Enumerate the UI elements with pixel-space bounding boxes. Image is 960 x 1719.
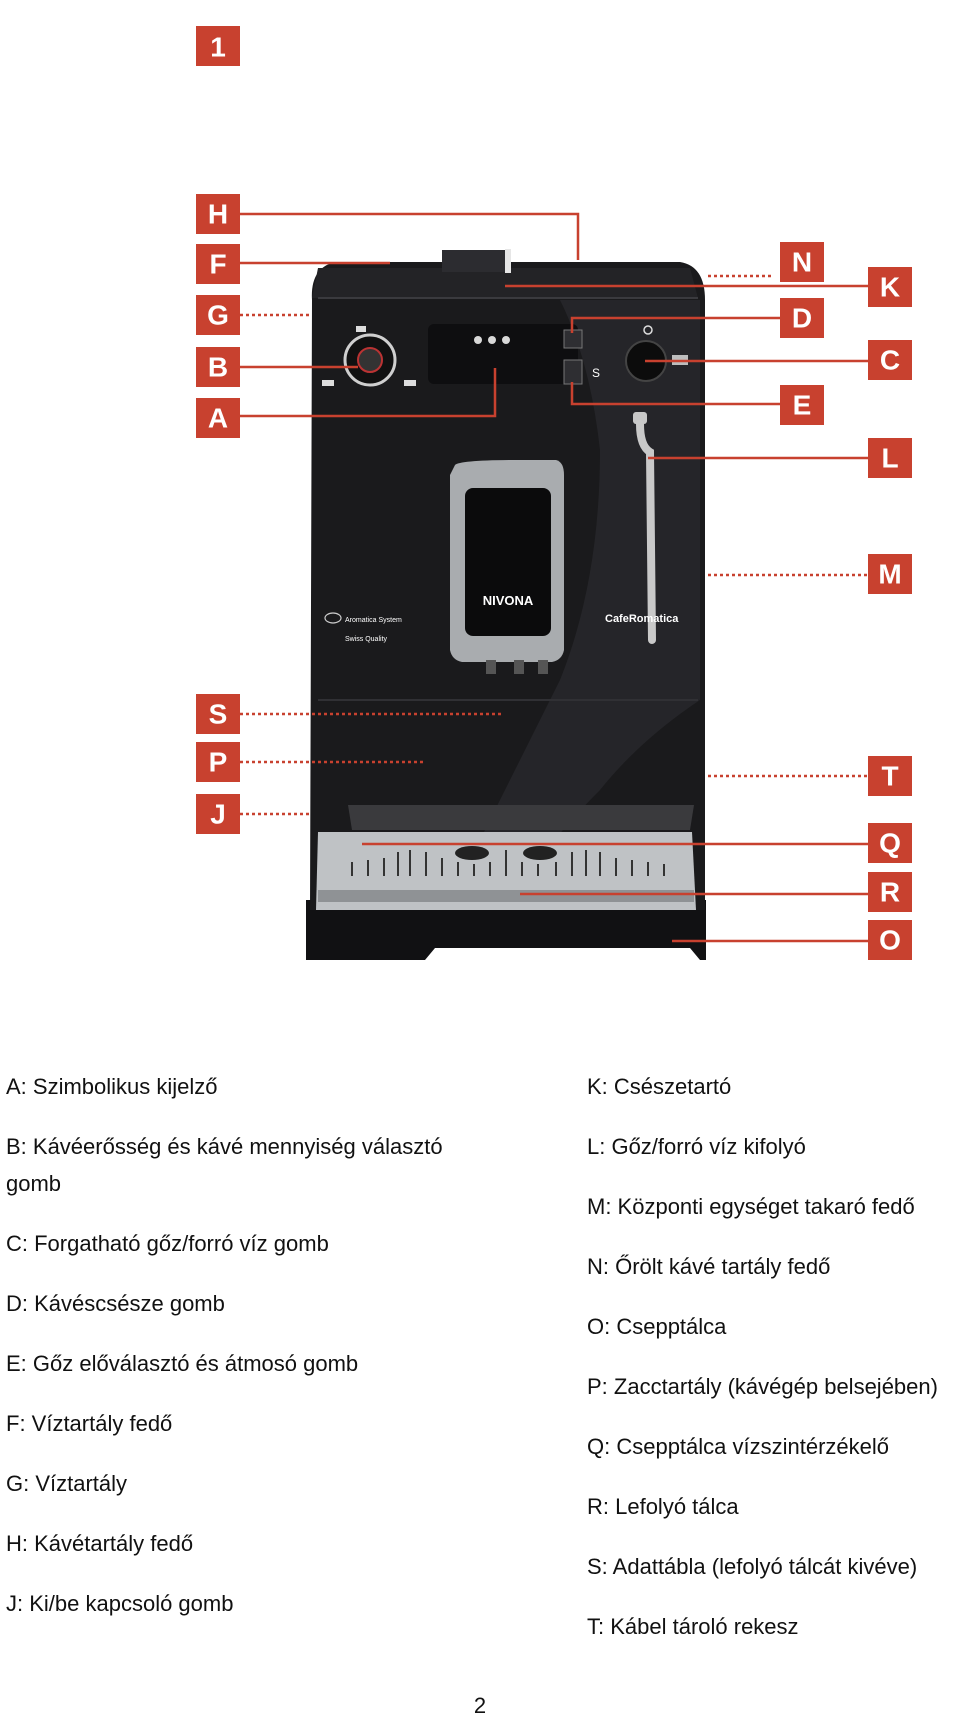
legend-right-column (587, 1068, 957, 1645)
callout-badge-m (868, 554, 912, 594)
callout-badge-b (196, 347, 240, 387)
svg-text:M: M (878, 558, 902, 590)
callout-badge-c (868, 340, 912, 380)
legend-item-t: T: Kábel tároló rekesz (587, 1614, 799, 1639)
machine-brand: NIVONA (482, 593, 534, 608)
legend-item-s: S: Adattábla (lefolyó tálcát kivéve) (587, 1554, 918, 1579)
svg-text:B: B (207, 351, 229, 383)
callout-badge-a (196, 398, 240, 438)
callout-badge-p (196, 742, 240, 782)
callout-badge-l (868, 438, 912, 478)
callout-badge-t (868, 756, 912, 796)
legend-item-l: L: Gőz/forró víz kifolyó (587, 1134, 806, 1159)
figure-number-badge (196, 26, 240, 66)
svg-text:L: L (881, 442, 899, 474)
svg-text:Q: Q (879, 827, 901, 859)
svg-text:S: S (208, 698, 228, 730)
svg-text:J: J (210, 798, 226, 830)
svg-text:E: E (792, 389, 812, 421)
callout-badge-k (868, 267, 912, 307)
svg-text:A: A (207, 402, 229, 434)
legend-item-q: Q: Csepptálca vízszintérzékelő (587, 1434, 890, 1459)
callout-badge-d (780, 298, 824, 338)
svg-text:N: N (791, 246, 813, 278)
legend-item-g: G: Víztartály (6, 1471, 128, 1496)
switch-letter: S (592, 366, 601, 380)
legend-item-n: N: Őrölt kávé tartály fedő (587, 1254, 831, 1279)
legend-item-r: R: Lefolyó tálca (587, 1494, 739, 1519)
legend-item-b: B: Kávéerősség és kávé mennyiség választó gomb (6, 1134, 443, 1196)
coffee-machine-illustration (306, 249, 706, 960)
legend-item-f: F: Víztartály fedő (6, 1411, 173, 1436)
legend-left-column (6, 1068, 476, 1622)
machine-model: CafeRomatica (605, 613, 679, 625)
figure-number: 1 (210, 31, 226, 63)
svg-text:G: G (207, 299, 229, 331)
svg-text:K: K (879, 271, 901, 303)
legend-item-e: E: Gőz előválasztó és átmosó gomb (6, 1351, 359, 1376)
legend-item-c: C: Forgatható gőz/forró víz gomb (6, 1231, 329, 1256)
callout-badge-e (780, 385, 824, 425)
callout-badge-s (196, 694, 240, 734)
callout-badge-j (196, 794, 240, 834)
callout-badge-r (868, 872, 912, 912)
svg-text:R: R (879, 876, 901, 908)
legend-item-m: M: Központi egységet takaró fedő (587, 1194, 915, 1219)
legend-item-d: D: Kávéscsésze gomb (6, 1291, 225, 1316)
legend-item-k: K: Csészetartó (587, 1074, 732, 1099)
svg-text:H: H (207, 198, 229, 230)
svg-text:F: F (209, 248, 227, 280)
svg-text:T: T (881, 760, 899, 792)
svg-text:C: C (879, 344, 901, 376)
aroma-badge: Aromatica System (345, 617, 402, 624)
callout-badge-h (196, 194, 240, 234)
legend-item-a: A: Szimbolikus kijelző (6, 1074, 218, 1099)
page-number: 2 (473, 1693, 487, 1718)
legend-item-j: J: Ki/be kapcsoló gomb (6, 1591, 234, 1616)
swiss-badge: Swiss Quality (345, 636, 388, 643)
legend-item-o: O: Csepptálca (587, 1314, 727, 1339)
legend-item-p: P: Zacctartály (kávégép belsejében) (587, 1374, 938, 1399)
svg-text:P: P (208, 746, 228, 778)
callout-badge-q (868, 823, 912, 863)
callout-badge-o (868, 920, 912, 960)
callout-badge-g (196, 295, 240, 335)
svg-text:O: O (879, 924, 901, 956)
legend-item-h: H: Kávétartály fedő (6, 1531, 194, 1556)
callout-badge-n (780, 242, 824, 282)
callout-badge-f (196, 244, 240, 284)
svg-text:D: D (791, 302, 813, 334)
